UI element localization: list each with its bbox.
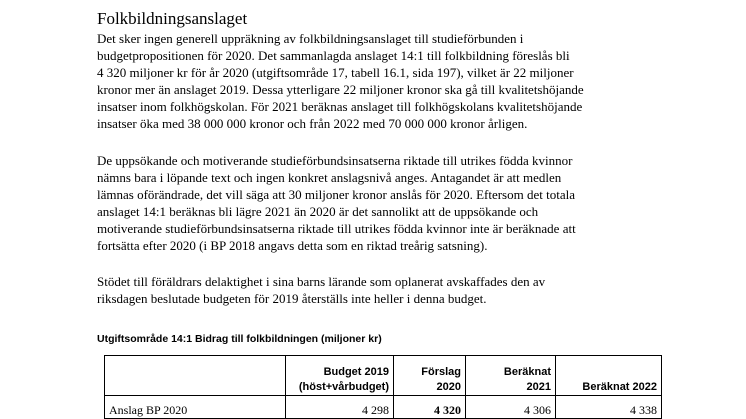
text-line: budgetpropositionen för 2020. Det sammanlagda anslaget 14:1 till folkbildning föreslås bli xyxy=(97,48,570,64)
section-heading: Folkbildningsanslaget xyxy=(97,9,248,28)
text-line: nämns bara i löpande text och ingen konkret anslagsnivå anges. Antagandet är att medlen xyxy=(97,170,562,186)
text-line: De uppsökande och motiverande studieförbundsinsatserna riktade till utrikes födda kvinnor xyxy=(97,153,573,168)
header-line: 2020 xyxy=(436,381,461,393)
header-line: 2021 xyxy=(526,381,551,393)
text-line: fortsätta efter 2020 (i BP 2018 angavs detta som en riktad treårig satsning). xyxy=(97,238,488,254)
text-line: Stödet till föräldrars delaktighet i sina barns lärande som oplanerat avskaffades den av xyxy=(97,274,546,289)
header-line: (höst+vårbudget) xyxy=(298,381,389,393)
header-cell-beraknat-2022 xyxy=(556,356,662,396)
text-line: Det sker ingen generell uppräkning av folkbildningsanslaget till studieförbunden i xyxy=(97,31,524,46)
header-cell-budget-2019 xyxy=(286,356,394,396)
text-line: insatser öka med 38 000 000 kronor och från 2022 med 70 000 000 kronor årligen. xyxy=(97,116,528,132)
header-cell-beraknat-2021 xyxy=(466,356,556,396)
table-row xyxy=(105,396,662,419)
cell-value: 4 320 xyxy=(394,396,466,419)
text-line: riksdagen beslutade budgeten för 2019 återställs inte heller i denna budget. xyxy=(97,291,487,307)
text-line: kronor mer än anslaget 2019. Dessa ytterligare 22 miljoner kronor ska gå till kvalitetshöjande xyxy=(97,82,584,98)
text-line: lämnas oförändrade, det vill säga att 30 miljoner kronor anslås för 2020. Eftersom det totala xyxy=(97,187,575,203)
text-line: 4 320 miljoner kr för år 2020 (utgiftsområde 17, tabell 16.1, sida 197), vilket är 22 miljoner xyxy=(97,65,574,81)
text-line: insatser inom folkhögskolan. För 2021 beräknas anslaget till folkhögskolans kvalitetshöjande xyxy=(97,99,583,115)
cell-value: 4 338 xyxy=(556,396,662,419)
header-line: Beräknat 2022 xyxy=(582,381,657,393)
paragraph-foraldrars-delaktighet xyxy=(97,273,545,307)
text-line: motiverande studieförbundsinsatserna riktade till utrikes födda kvinnor inte är beräknade att xyxy=(97,221,576,237)
paragraph-utrikes-fodda-kvinnor xyxy=(97,152,576,255)
header-cell-forslag-2020 xyxy=(394,356,466,396)
cell-value: 4 298 xyxy=(286,396,394,419)
row-label: Anslag BP 2020 xyxy=(105,396,286,419)
header-cell-empty xyxy=(105,356,286,396)
budget-table xyxy=(104,355,662,419)
header-line: Förslag xyxy=(421,366,461,378)
header-line: Beräknat xyxy=(503,366,551,378)
header-line: Budget 2019 xyxy=(323,366,389,378)
text-line: anslaget 14:1 beräknas bli lägre 2021 än 2020 är det sannolikt att de uppsökande och xyxy=(97,204,539,220)
cell-value: 4 306 xyxy=(466,396,556,419)
paragraph-folkbildningsanslaget xyxy=(97,30,584,133)
table-caption: Utgiftsområde 14:1 Bidrag till folkbildningen (miljoner kr) xyxy=(97,333,382,345)
table-header-row xyxy=(105,356,662,396)
